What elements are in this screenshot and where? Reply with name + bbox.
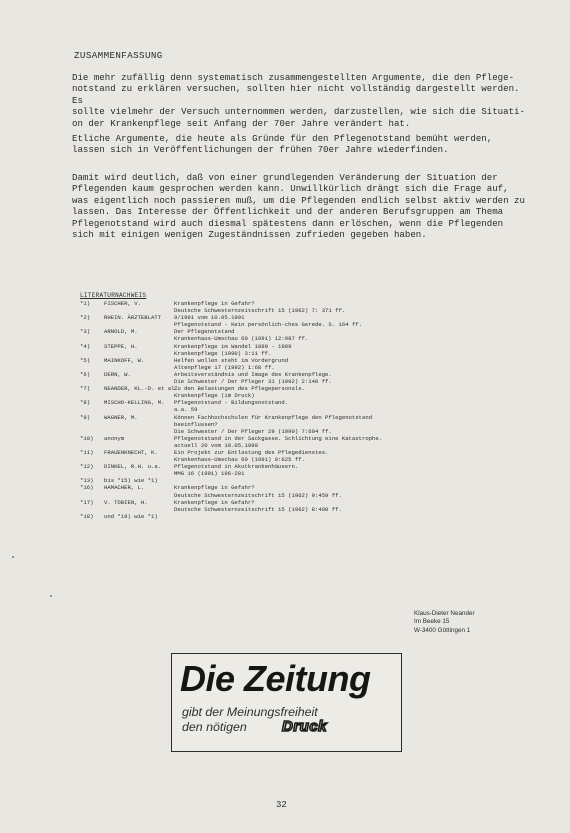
reference-list (80, 300, 520, 520)
reference-author: anonym (104, 434, 125, 442)
reference-text: Pflegenotstand in der Sackgasse. Schlichtung eine Katastrophe. actuell 20 vom 18.05.1990 (174, 434, 383, 449)
reference-number: *10) (80, 434, 94, 442)
reference-item (80, 435, 520, 449)
reference-text: Pflegenotstand in Akutkrankenhäusern. MMG 16 (1991) 196-201 (174, 463, 299, 478)
reference-item (80, 300, 520, 314)
reference-number: *12) (80, 463, 94, 471)
reference-author: DERN, W. (104, 370, 131, 378)
reference-item (80, 399, 520, 413)
reference-number: *18) (80, 512, 94, 520)
reference-text: Können Fachhochschulen für Krankenpflege den Pflegenotstand beeinflussen? Die Schwester / Der Pfleger 29 (1990) 7:604 ff. (174, 413, 373, 435)
reference-author: RHEIN. ÄRZTEBLATT (104, 314, 162, 322)
advertisement-box (171, 653, 402, 752)
reference-author: MISCHO-KELLING, M. (104, 399, 165, 407)
reference-number: *5) (80, 356, 91, 364)
reference-author: ARNOLD, M. (104, 328, 138, 336)
reference-text: Ein Projekt zur Entlastung des Pflegedienstes. Krankenhaus-Umschau 60 (1991) 9:625 ff. (174, 448, 329, 464)
reference-text: Krankenpflege in Gefahr? Deutsche Schwesternzeitschrift 15 (1962) 8:400 ff. (174, 498, 342, 513)
reference-text: 9/1991 vom 10.05.1991 Pflegenotstand - Kein persönlich-ches Gerede. S. 164 ff. (174, 314, 362, 329)
paragraph-1: Die mehr zufällig denn systematisch zusammengestellten Argumente, die den Pflege- notstand zu erklären versuchen, sollten hier nicht vollständig dargestellt werden. Es sollte vielmehr der Versuch unternommen werden, darzustellen, wie sich die Situati- on der Krankenpflege seit Anfang der 70er Jahre verändert hat. (72, 72, 525, 129)
reference-number: *7) (80, 385, 91, 393)
reference-author: FISCHER, V. (104, 300, 141, 307)
reference-author: NEANDER, KL.-D. et al. (104, 385, 178, 393)
reference-author: und *19) wie *1) (104, 512, 158, 520)
reference-author: FRAUENKNECHT, K. (104, 448, 158, 456)
reference-item (80, 414, 520, 435)
reference-item (80, 484, 520, 498)
reference-text: Krankenpflege in Gefahr? Deutsche Schwesternzeitschrift 15 (1962) 9:459 ff. (174, 484, 342, 499)
reference-number: *16) (80, 484, 94, 492)
paragraph-3: Damit wird deutlich, daß von einer grundlegenden Veränderung der Situation der Pflegenden kaum gesprochen werden kann. Unwillkürlich drängt sich die Frage auf, was eigentlich noch passieren muß, um die Pflegenden endlich selbst aktiv werden zu lassen. Das Interesse der Öffentlichkeit und der anderen Berufsgruppen am Thema Pflegenotstand wird auch diesmal spätestens dann erlöschen, wenn die Pflegenden sich mit einigen wenigen Zugeständnissen zufrieden gegeben haben. (72, 172, 525, 241)
reference-text (174, 477, 520, 484)
reference-text (174, 513, 520, 520)
reference-item (80, 477, 520, 484)
reference-item (80, 357, 520, 371)
section-heading: ZUSAMMENFASSUNG (74, 50, 163, 61)
reference-number: *9) (80, 413, 91, 421)
reference-number: *4) (80, 342, 91, 350)
reference-author: bis *15) wie *1) (104, 477, 158, 485)
reference-author: MAINKOFF, W. (104, 356, 145, 364)
reference-text: Krankenpflege in Gefahr? Deutsche Schwesternzeitschrift 15 (1962) 7: 371 ff. (174, 300, 346, 315)
ad-subtitle: gibt der Meinungsfreiheit den nötigen (182, 705, 318, 734)
reference-item (80, 463, 520, 477)
ad-brand-logo: Druck (282, 718, 328, 735)
reference-number: *3) (80, 328, 91, 336)
reference-author: HAMACHER, L. (104, 484, 145, 492)
reference-item (80, 449, 520, 463)
reference-item (80, 343, 520, 357)
reference-number: *6) (80, 370, 91, 378)
reference-item (80, 371, 520, 385)
author-address: Klaus-Dieter Neander Im Beeke 15 W-3400 Göttingen 1 (414, 610, 475, 634)
reference-number: *8) (80, 399, 91, 407)
reference-text: Krankenpflege im Wandel 1890 - 1989 Krankenpflege (1990) 3:11 ff. (174, 342, 292, 357)
reference-text: Helfen wollen steht im Vordergrund Altenpflege 17 (1992) 1:68 ff. (174, 356, 289, 371)
reference-author: STEPPE, H. (104, 342, 138, 350)
reference-text: Arbeitsverständnis und Image des Krankenpflege. Die Schwester / Der Pfleger 31 (1992) 2:140 ff. (174, 370, 332, 386)
page-number: 32 (276, 800, 287, 810)
reference-text: Pflegenotstand - Bildungsnotstand. a.a. 59 (174, 399, 289, 414)
reference-text: Der Pflegenotstand Krankenhaus-Umschau 60 (1991) 12:987 ff. (174, 328, 309, 343)
reference-item (80, 499, 520, 513)
reference-item (80, 328, 520, 342)
reference-item (80, 385, 520, 399)
reference-author: WAGNER, M. (104, 413, 138, 421)
literature-title: LITERATURNACHWEIS (80, 292, 147, 299)
reference-number: *13) (80, 477, 94, 485)
paragraph-2: Etliche Argumente, die heute als Gründe für den Pflegenotstand bemüht werden, lassen sich in Veröffentlichungen der frühen 70er Jahre wiederfinden. (72, 133, 493, 156)
reference-number: *2) (80, 314, 91, 322)
reference-item (80, 314, 520, 328)
scan-speck (12, 556, 14, 558)
reference-number: *11) (80, 448, 94, 456)
reference-text: Zu den Belastungen des Pflegepersonals. Krankenpflege (im Druck) (174, 385, 305, 400)
scan-speck (50, 595, 52, 597)
reference-number: *17) (80, 498, 94, 506)
reference-number: *1) (80, 300, 91, 307)
reference-item (80, 513, 520, 520)
reference-author: V. TOBIEN, H. (104, 498, 148, 506)
ad-title: Die Zeitung (180, 658, 371, 699)
reference-author: DINKEL, R.H. u.a. (104, 463, 162, 471)
